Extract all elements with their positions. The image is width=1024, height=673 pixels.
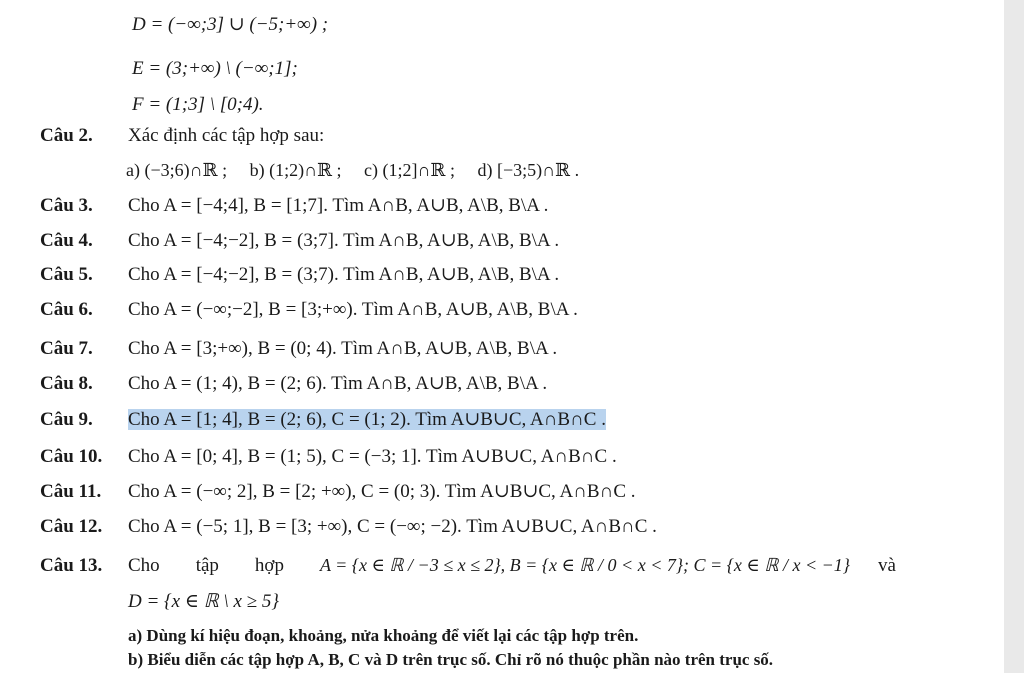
question-text: Xác định các tập hợp sau:	[128, 125, 325, 146]
question-text: Cho A = [3;+∞), B = (0; 4). Tìm A∩B, A∪B, A\B, B\A .	[128, 338, 558, 359]
question-label: Câu 2.	[40, 125, 93, 146]
word-tap: tập	[195, 555, 219, 576]
question-2-parts	[126, 158, 597, 182]
question-11	[40, 480, 636, 504]
question-text: Cho A = [−4;−2], B = (3;7]. Tìm A∩B, A∪B, A\B, B\A .	[128, 230, 560, 251]
page-edge	[1004, 0, 1024, 673]
question-13	[40, 553, 896, 578]
set-definition-d: D = (−∞;3] ∪ (−5;+∞) ;	[132, 14, 329, 35]
question-2	[40, 124, 324, 148]
question-13-part-b: b) Biểu diễn các tập hợp A, B, C và D trên trục số. Chỉ rõ nó thuộc phần nào trên trục số.	[128, 650, 774, 669]
question-text: Cho A = [0; 4], B = (1; 5), C = (−3; 1]. Tìm A∪B∪C, A∩B∩C .	[128, 446, 617, 467]
part-d: d) [−3;5)∩ℝ .	[477, 160, 580, 180]
question-7	[40, 337, 557, 361]
part-c: c) (1;2]∩ℝ ;	[364, 160, 455, 180]
question-text: Cho A = [−4;4], B = [1;7]. Tìm A∩B, A∪B, A\B, B\A .	[128, 195, 549, 216]
question-3	[40, 194, 548, 218]
set-definitions-abc: A = {x ∈ ℝ / −3 ≤ x ≤ 2}, B = {x ∈ ℝ / 0 < x < 7}; C = {x ∈ ℝ / x < −1}	[319, 555, 850, 575]
question-label: Câu 9.	[40, 409, 93, 430]
question-9	[40, 408, 606, 432]
question-text: Cho A = (−∞; 2], B = [2; +∞), C = (0; 3). Tìm A∪B∪C, A∩B∩C .	[128, 481, 636, 502]
question-label: Câu 7.	[40, 338, 93, 359]
question-label: Câu 12.	[40, 516, 103, 537]
question-6	[40, 298, 578, 322]
part-b: b) (1;2)∩ℝ ;	[249, 160, 342, 180]
question-label: Câu 11.	[40, 481, 102, 502]
question-8	[40, 372, 547, 396]
question-label: Câu 13.	[40, 555, 103, 576]
question-label: Câu 4.	[40, 230, 93, 251]
question-label: Câu 6.	[40, 299, 93, 320]
set-definition-d-13: D = {x ∈ ℝ \ x ≥ 5}	[128, 591, 279, 612]
word-cho: Cho	[128, 555, 160, 576]
question-text: Cho A = (−5; 1], B = [3; +∞), C = (−∞; −2). Tìm A∪B∪C, A∩B∩C .	[128, 516, 657, 537]
question-text: Cho A = (1; 4), B = (2; 6). Tìm A∩B, A∪B, A\B, B\A .	[128, 373, 548, 394]
question-label: Câu 5.	[40, 264, 93, 285]
word-va: và	[877, 555, 896, 576]
question-10	[40, 445, 617, 469]
question-label: Câu 3.	[40, 195, 93, 216]
set-definition-e: E = (3;+∞) \ (−∞;1];	[132, 58, 298, 79]
question-4	[40, 229, 559, 253]
question-text: Cho A = [−4;−2], B = (3;7). Tìm A∩B, A∪B, A\B, B\A .	[128, 264, 560, 285]
question-label: Câu 10.	[40, 446, 103, 467]
question-12	[40, 515, 657, 539]
question-label: Câu 8.	[40, 373, 93, 394]
part-a: a) (−3;6)∩ℝ ;	[126, 160, 228, 180]
question-13-part-a: a) Dùng kí hiệu đoạn, khoảng, nửa khoảng để viết lại các tập hợp trên.	[128, 626, 639, 645]
question-5	[40, 263, 559, 287]
question-text-highlighted[interactable]: Cho A = [1; 4], B = (2; 6), C = (1; 2). Tìm A∪B∪C, A∩B∩C .	[128, 409, 606, 430]
word-hop: hợp	[254, 555, 284, 576]
question-text: Cho A = (−∞;−2], B = [3;+∞). Tìm A∩B, A∪B, A\B, B\A .	[128, 299, 578, 320]
set-definition-f: F = (1;3] \ [0;4).	[132, 94, 264, 115]
